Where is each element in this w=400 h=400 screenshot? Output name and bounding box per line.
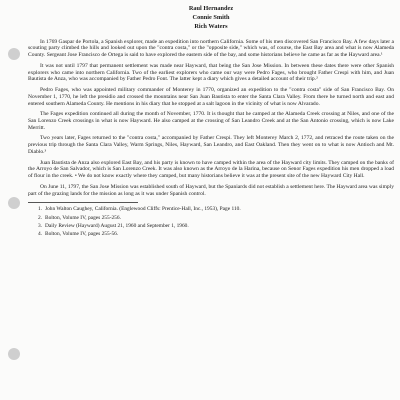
footnote xyxy=(38,215,394,222)
footnote-text: Daily Review (Hayward) August 21, 1960 and September 1, 1960. xyxy=(45,222,189,229)
footnote-number: 3. xyxy=(38,222,43,229)
footnote-text: Bolton, Volume IV, pages 255-256. xyxy=(45,214,121,221)
footnote-divider xyxy=(28,202,138,203)
binder-hole-top xyxy=(8,48,20,60)
footnote xyxy=(38,231,394,238)
author-name: Connie Smith xyxy=(192,14,230,22)
paragraph: On June 11, 1797, the San Jose Mission was established south of Hayward, but the Spaniards did not establish a settlement here. The Hayward area was simply part of the grazing lands for the mission as long as it was under Spanish control. xyxy=(28,183,394,197)
footnote-text: Bolton, Volume IV, pages 255-56. xyxy=(45,230,119,237)
paragraph: Two years later, Fages returned to the "contra costa," accompanied by Father Crespi. They left Monterey March 2, 1772, and retraced the route taken on the previous trip through the Santa Clara Valley, Warm Springs, Niles, Hayward, San Leandro, and East Oakland. Then they went on to what is now Antioch and Mt. Diablo.³ xyxy=(28,135,394,155)
footnote xyxy=(38,206,394,213)
paragraph: Juan Bautista de Anza also explored East Bay, and his party is known to have camped within the area of the Hayward city limits. They camped on the banks of the Arroyo de San Salvador, which is San Lorenzo Creek. It was also known as the Arroyo de la Harina, because on Senor Fages expedition his men dropped a load of flour in the creek. • We do not know exactly where they camped, but many historians believe it was at the present site of the new Hayward City Hall. xyxy=(28,159,394,180)
author-list xyxy=(28,4,394,32)
author-name: Rich Waters xyxy=(194,23,228,31)
footnote-number: 2. xyxy=(38,214,43,221)
footnote xyxy=(38,223,394,230)
footnote-number: 1. xyxy=(38,206,43,213)
document-content xyxy=(28,4,394,239)
footnote-text: John Walton Caughey, California. (Englewood Cliffs: Prentice-Hall, Inc., 1953), Page 110. xyxy=(45,206,241,213)
footnotes xyxy=(28,206,394,237)
footnote-number: 4. xyxy=(38,230,43,237)
binder-hole-bottom xyxy=(8,348,20,360)
paragraph: In 1769 Gaspar de Portola, a Spanish explorer, made an expedition into northern California. Some of his men discovered San Francisco Bay. A few days later a scouting party climbed the hills and looked out upon the "contra costa," or the "opposite side," which was, of course, the East Bay area and what is now Alameda County. Sergeant Jose Francisco de Ortega is said to have explored the eastern side of the bay, and some historians believe he came as far as the Hayward area.¹ xyxy=(28,38,394,59)
paragraph: It was not until 1797 that permanent settlement was made near Hayward, that being the San Jose Mission. In between these dates there were other Spanish explorers who came into northern California. Two of the earliest explorers who came our way were Pedro Fages, who brought Father Crespi with him, and Juan Bautista de Anza, who was accompanied by Father Pedro Font. The latter kept a diary which gives a detailed account of their trip.² xyxy=(28,62,394,83)
binder-hole-middle xyxy=(8,197,20,209)
body-text xyxy=(28,39,394,198)
paragraph: The Fages expedition continued all during the month of November, 1770. It is thought that he camped at the Alameda Creek crossing at Niles, and one of the San Lorenzo Creek crossings in what is now Hayward. He also camped at the crossing of San Leandro Creek and at the San Antonio crossing, which is now Lake Merritt. xyxy=(28,111,394,131)
paragraph: Pedro Fages, who was appointed military commander of Monterey in 1770, organized an expedition to the "contra costa" side of San Francisco Bay. On November 1, 1770, he left the presidio and crossed the mountains near San Juan Bautista to enter the Santa Clara Valley. From there he turned north and east and entered southern Alameda County. He mentions in his diary that he stopped at a salt lagoon in the vicinity of what is now Alvarado. xyxy=(28,86,394,107)
author-name: Raul Hernandez xyxy=(188,5,234,12)
